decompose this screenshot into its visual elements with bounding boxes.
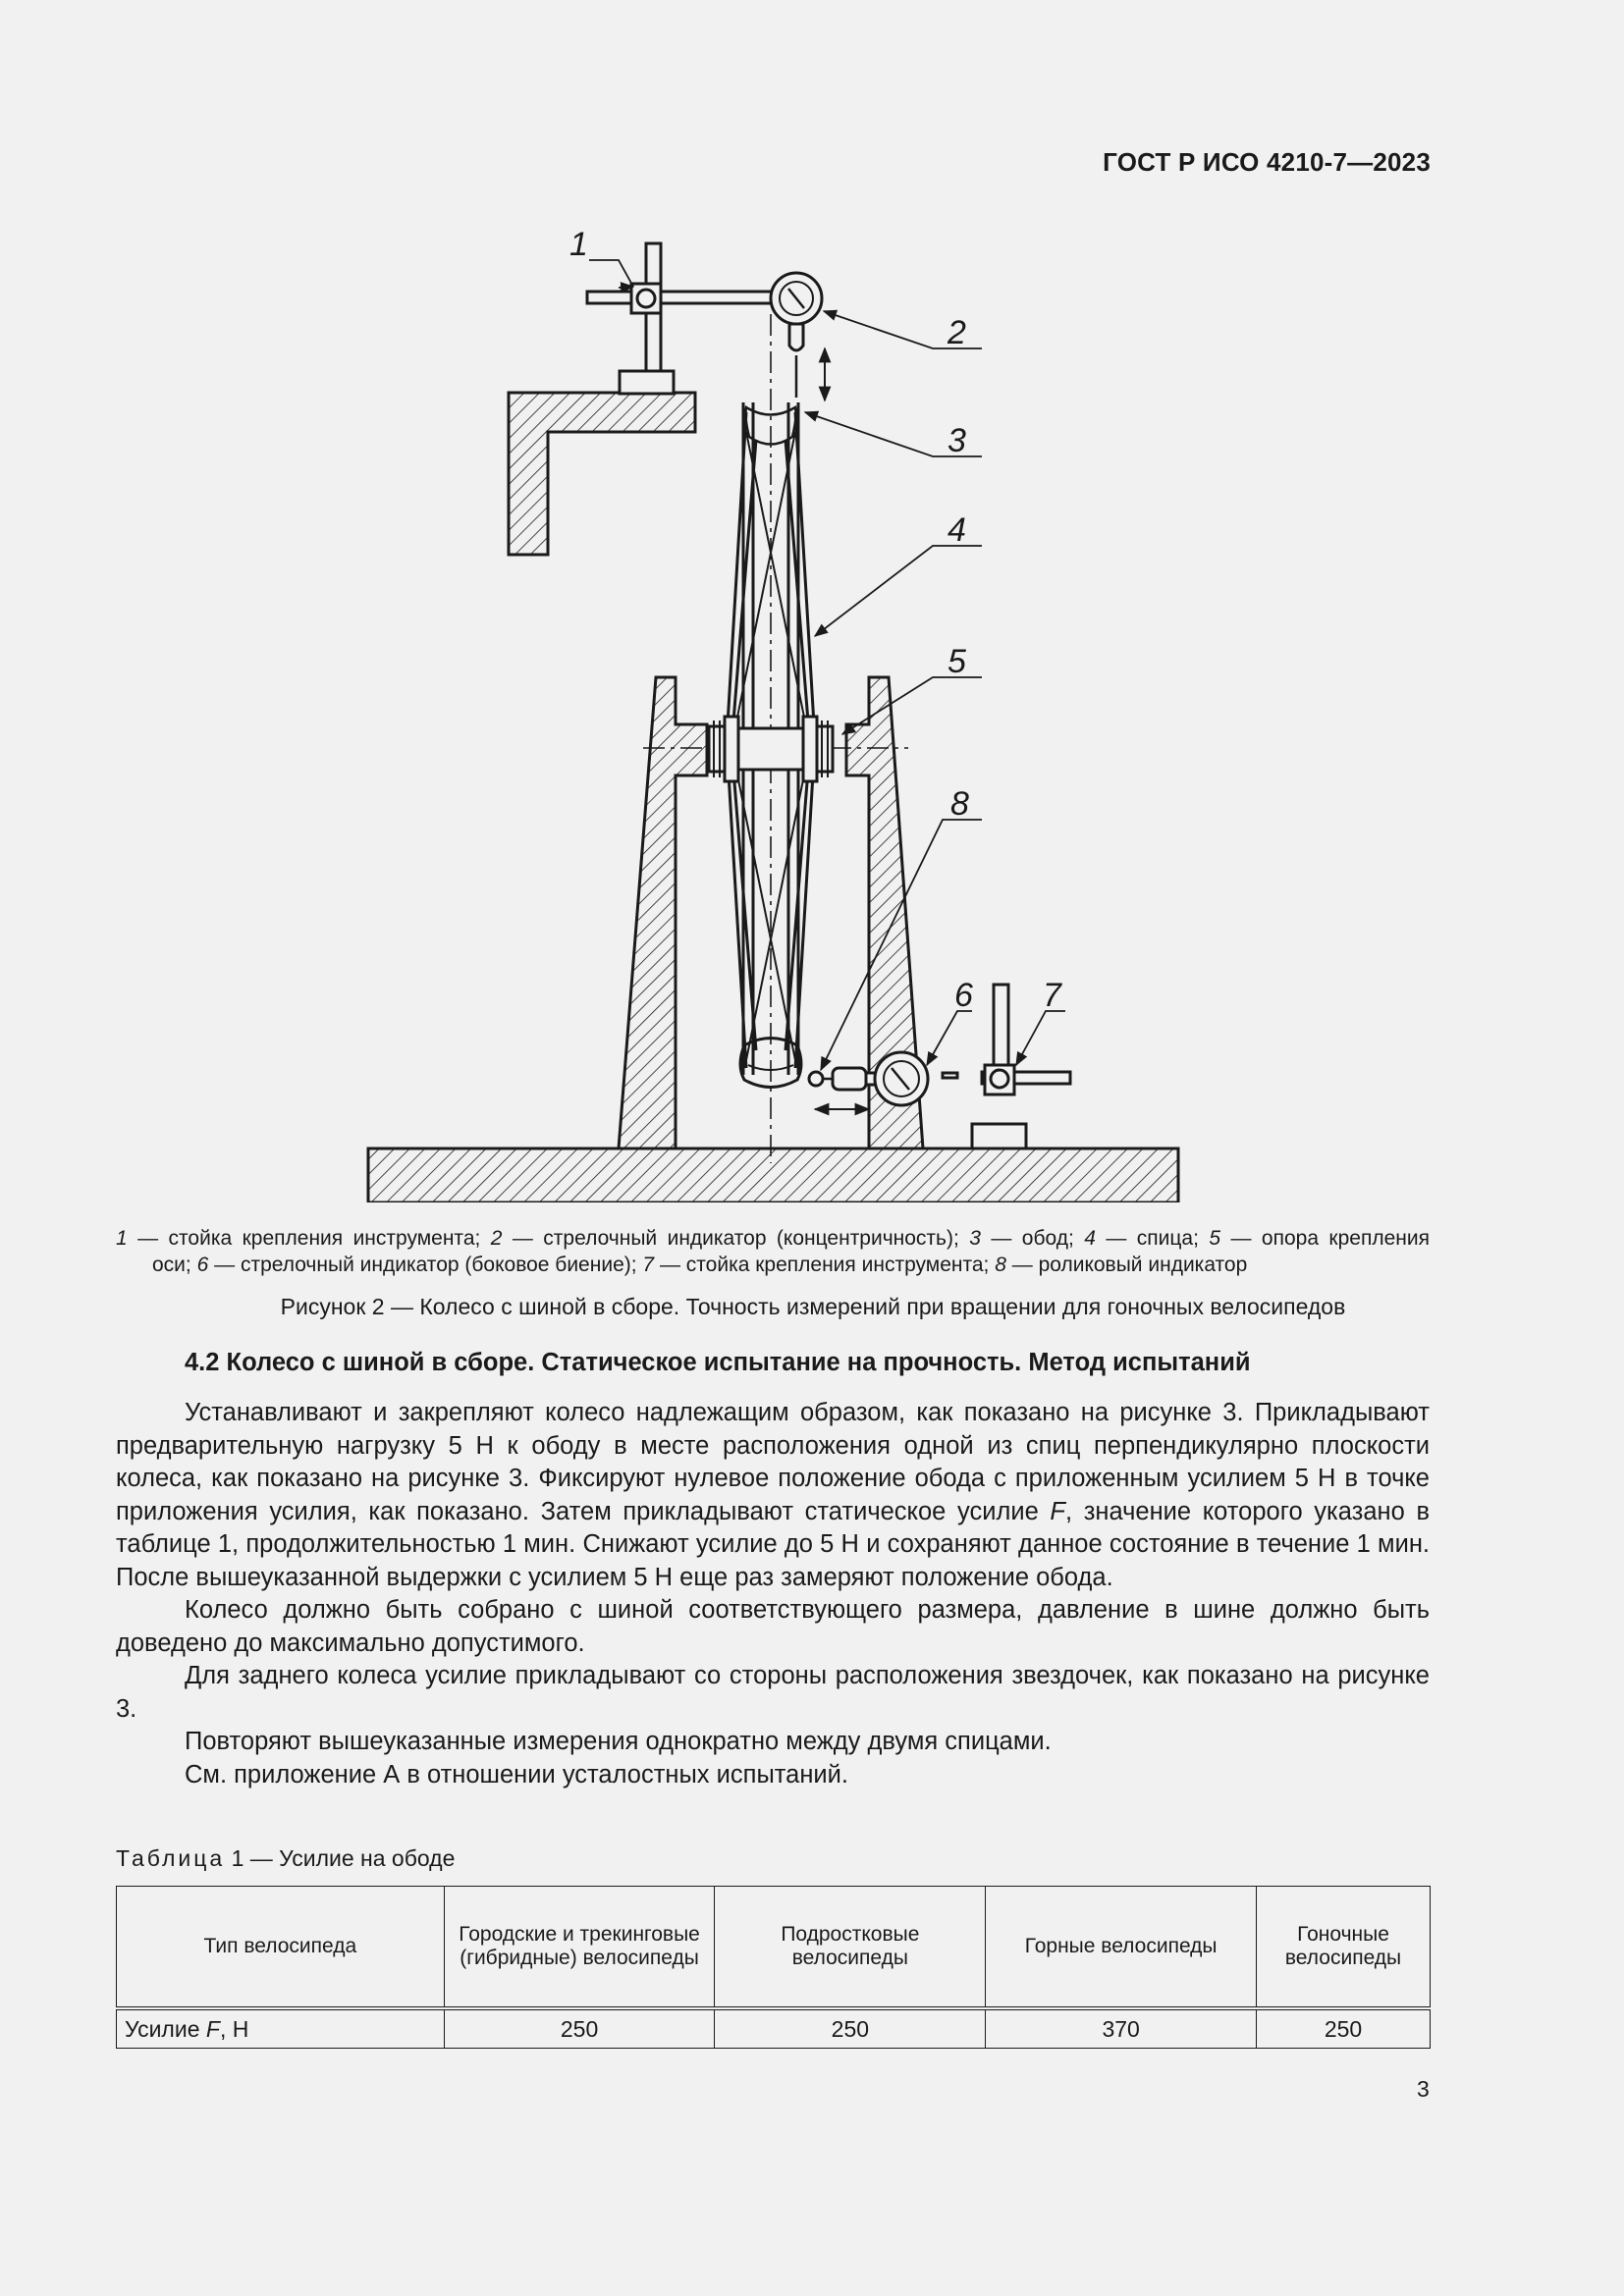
callout-6: 6	[954, 977, 973, 1014]
legend-text: — стрелочный индикатор (концентричность);	[502, 1227, 970, 1250]
page-number: 3	[1417, 2076, 1430, 2102]
table-header-row	[117, 1887, 1431, 2009]
callout-3: 3	[947, 422, 966, 459]
legend-num: 4	[1084, 1227, 1096, 1250]
legend-num: 7	[642, 1254, 655, 1276]
legend-text: — опора крепления	[1220, 1227, 1430, 1250]
figure-legend	[116, 1225, 1430, 1278]
legend-text: — стойка крепления инструмента;	[127, 1227, 491, 1250]
row-label: Усилие F, Н	[117, 2008, 445, 2049]
legend-num: 1	[116, 1227, 128, 1250]
callout-2: 2	[947, 314, 966, 351]
paragraph: Для заднего колеса усилие прикладывают со стороны расположения звездочек, как показано на рисунке 3.	[116, 1662, 1430, 1723]
table-cell: 370	[986, 2008, 1257, 2049]
callout-5: 5	[947, 643, 966, 680]
rim-force-table	[116, 1886, 1431, 2049]
table-title: Таблица 1 — Усилие на ободе	[116, 1845, 456, 1871]
legend-text: — роликовый индикатор	[1005, 1254, 1248, 1276]
table-cell: 250	[715, 2008, 986, 2049]
column-header: Гоночные велосипеды	[1257, 1887, 1431, 2009]
table-cell: 250	[1257, 2008, 1431, 2049]
legend-num: 5	[1209, 1227, 1221, 1250]
column-header: Горные велосипеды	[986, 1887, 1257, 2009]
figure-wheel-test-stand	[344, 216, 1208, 1202]
document-code: ГОСТ Р ИСО 4210-7—2023	[1103, 147, 1431, 177]
callout-1: 1	[569, 226, 588, 263]
legend-num: 6	[196, 1254, 209, 1276]
legend-text: — спица;	[1095, 1227, 1210, 1250]
paragraph: См. приложение А в отношении усталостных испытаний.	[185, 1760, 848, 1789]
legend-text: — стойка крепления инструмента;	[654, 1254, 996, 1276]
paragraph: Устанавливают и закрепляют колесо надлежащим образом, как показано на рисунке 3. Прикладывают предварительную нагрузку 5 Н к ободу в месте расположения одной из спиц перпендикулярно плоскости колеса, как показано на рисунке 3. Фиксируют нулевое положение обода с приложенным усилием 5 Н в точке приложения усилия, как показано. Затем прикладывают статическое усилие F, значение которого указано в таблице 1, продолжительностью 1 мин. Снижают усилие до 5 Н и сохраняют данное состояние в течение 1 мин. После вышеуказанной выдержки с усилием 5 Н еще раз замеряют положение обода.	[116, 1399, 1430, 1591]
legend-num: 3	[969, 1227, 981, 1250]
callout-4: 4	[947, 511, 966, 549]
base-plate	[368, 1148, 1178, 1202]
callout-8: 8	[950, 785, 969, 823]
wall-bracket	[509, 393, 695, 555]
column-header: Подростковые велосипеды	[715, 1887, 986, 2009]
section-body	[116, 1397, 1430, 1791]
paragraph: Повторяют вышеуказанные измерения однократно между двумя спицами.	[185, 1728, 1052, 1755]
table-cell: 250	[444, 2008, 715, 2049]
table-row	[117, 2008, 1431, 2049]
legend-text: — обод;	[980, 1227, 1085, 1250]
column-header: Городские и трекинговые (гибридные) велосипеды	[444, 1887, 715, 2009]
legend-text: — стрелочный индикатор (боковое биение);	[208, 1254, 643, 1276]
wheel-test-stand-drawing	[344, 216, 1208, 1202]
legend-num: 8	[995, 1254, 1006, 1276]
figure-caption: Рисунок 2 — Колесо с шиной в сборе. Точность измерений при вращении для гоночных велосипедов	[280, 1294, 1346, 1319]
legend-text: оси;	[152, 1254, 197, 1276]
callout-7: 7	[1043, 977, 1061, 1014]
section-title: 4.2 Колесо с шиной в сборе. Статическое испытание на прочность. Метод испытаний	[185, 1349, 1251, 1376]
paragraph: Колесо должно быть собрано с шиной соответствующего размера, давление в шине должно быть доведено до максимально допустимого.	[116, 1596, 1430, 1657]
legend-num: 2	[490, 1227, 503, 1250]
column-header: Тип велосипеда	[117, 1887, 445, 2009]
